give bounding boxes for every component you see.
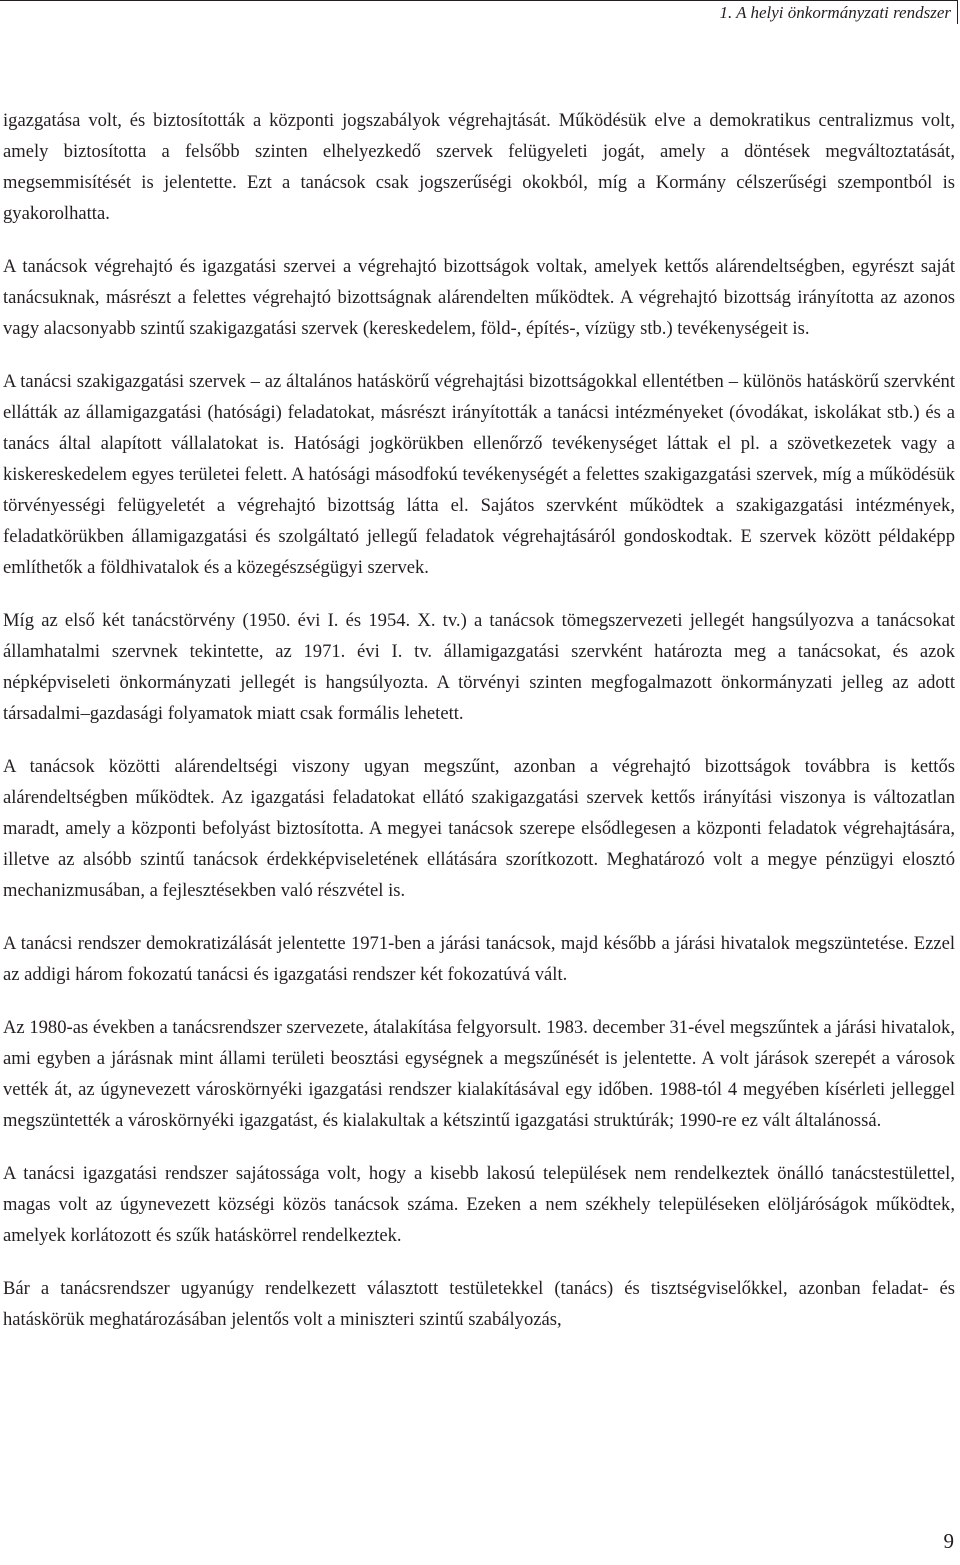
paragraph: igazgatása volt, és biztosították a központi jogszabályok végrehajtását. Működésük elve a demokratikus centralizmus volt, amely biztosította a felsőbb szinten elhelyezkedő szervek felügyeleti jogát, amely a döntések megváltoztatását, megsemmisítését is jelentette. Ezt a tanácsok csak jogszerűségi okokból, míg a Kormány célszerűségi szempontból is gyakorolhatta.	[3, 110, 955, 224]
paragraph: Míg az első két tanácstörvény (1950. évi I. és 1954. X. tv.) a tanácsok tömegszervezeti jellegét hangsúlyozva a tanácsokat államhatalmi szervnek tekintette, az 1971. évi I. tv. államigazgatási szervként határozta meg a tanácsokat, és azok népképviseleti önkormányzati jellegét is hangsúlyozta. A törvényi szinten megfogalmazott önkormányzati jelleg az adott társadalmi–gazdasági folyamatok miatt csak formális lehetett.	[3, 610, 955, 724]
paragraph: A tanácsok végrehajtó és igazgatási szervei a végrehajtó bizottságok voltak, amelyek kettős alárendeltségben, egyrészt saját tanácsuknak, másrészt a felettes végrehajtó bizottságnak alárendelten működtek. A végrehajtó bizottság irányította az azonos vagy alacsonyabb szintű szakigazgatási szervek (kereskedelem, föld-, építés-, vízügy stb.) tevékenységeit is.	[3, 256, 955, 339]
running-header-title: 1. A helyi önkormányzati rendszer	[719, 3, 951, 22]
page-number: 9	[943, 1529, 954, 1553]
body-text	[3, 105, 955, 1357]
paragraph: A tanácsi szakigazgatási szervek – az általános hatáskörű végrehajtási bizottságokkal ellentétben – különös hatáskörű szervként ellátták az államigazgatási (hatósági) feladatokat, másrészt irányították a tanácsi intézményeket (óvodákat, iskolákat stb.) és a tanács által alapított vállalatokat is. Hatósági jogkörükben ellenőrző tevékenységet láttak el pl. a szövetkezetek vagy a kiskereskedelem egyes területei felett. A hatósági másodfokú tevékenységét a felettes szakigazgatási szervek, míg a működésük törvényességi felügyeletét a végrehajtó bizottság látta el. Sajátos szervként működtek a szakigazgatási intézmények, feladatkörükben államigazgatási és szolgáltató jellegű feladatok végrehajtásáról gondoskodtak. E szervek között példaképp említhetők a földhivatalok és a közegészségügyi szervek.	[3, 371, 955, 578]
paragraph: Bár a tanácsrendszer ugyanúgy rendelkezett választott testületekkel (tanács) és tisztségviselőkkel, azonban feladat- és hatáskörük meghatározásában jelentős volt a miniszteri szintű szabályozás,	[3, 1278, 955, 1330]
paragraph: A tanácsi igazgatási rendszer sajátossága volt, hogy a kisebb lakosú települések nem rendelkeztek önálló tanácstestülettel, magas volt az úgynevezett községi közös tanácsok száma. Ezeken a nem székhely településeken elöljáróságok működtek, amelyek korlátozott és szűk hatáskörrel rendelkeztek.	[3, 1163, 955, 1246]
paragraph: A tanácsok közötti alárendeltségi viszony ugyan megszűnt, azonban a végrehajtó bizottságok továbbra is kettős alárendeltségben működtek. Az igazgatási feladatokat ellátó szakigazgatási szervek kettős irányítási viszonya is változatlan maradt, amely a központi befolyást biztosította. A megyei tanácsok szerepe elsődlegesen a központi feladatok végrehajtására, illetve az alsóbb szintű tanácsok érdekképviseletének ellátására szorítkozott. Meghatározó volt a megye pénzügyi elosztó mechanizmusában, a fejlesztésekben való részvétel is.	[3, 756, 955, 901]
paragraph: Az 1980-as években a tanácsrendszer szervezete, átalakítása felgyorsult. 1983. december 31-ével megszűntek a járási hivatalok, ami egyben a járásnak mint állami területi beosztási egységnek a megszűnését is jelentette. A volt járások szerepét a városok vették át, az úgynevezett városkörnyéki igazgatási rendszer kialakításával egy időben. 1988-tól 4 megyében kísérleti jelleggel megszüntették a városkörnyéki igazgatást, és kialakultak a kétszintű igazgatási struktúrák; 1990-re ez vált általánossá.	[3, 1017, 955, 1131]
paragraph: A tanácsi rendszer demokratizálását jelentette 1971-ben a járási tanácsok, majd később a járási hivatalok megszüntetése. Ezzel az addigi három fokozatú tanácsi és igazgatási rendszer két fokozatúvá vált.	[3, 933, 955, 985]
running-header	[0, 0, 958, 24]
